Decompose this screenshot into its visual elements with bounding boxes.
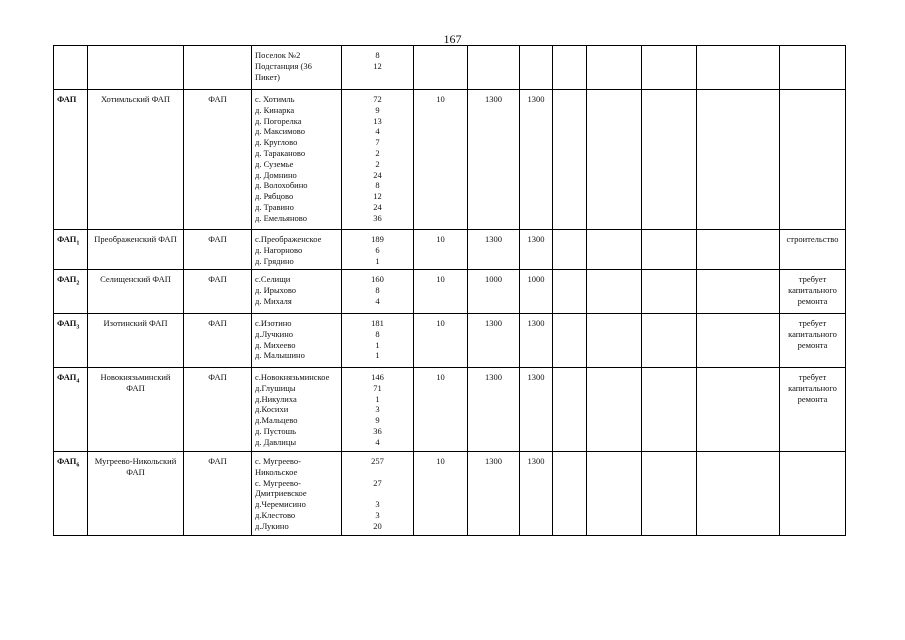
settlement-name: д. Домнино: [255, 169, 297, 180]
empty-cell: [697, 46, 780, 90]
settlement-name: д.Лукино: [255, 520, 289, 531]
settlement-name: д. Кинарка: [255, 104, 295, 115]
population-value: 8: [375, 328, 380, 339]
settlement-name: с.Изотино: [255, 318, 292, 328]
settlement-name: д. Малышино: [255, 350, 305, 361]
settlement-name: д. Грядино: [255, 255, 294, 266]
numeric-cell-c5: 10: [414, 368, 468, 452]
facility-code-index: 2: [76, 280, 80, 287]
facility-code: ФАП: [57, 274, 77, 284]
population-value: 160: [371, 274, 384, 284]
population-cell: [342, 368, 414, 452]
facility-code-index: 1: [76, 240, 80, 247]
settlement-name: д.Никулиха: [255, 393, 297, 404]
settlement-name: д.Черемисино: [255, 499, 306, 510]
population-value: 4: [375, 436, 380, 447]
facility-code-cell: [54, 452, 88, 536]
settlement-name: Поселок №2: [255, 50, 301, 60]
empty-cell: [553, 368, 587, 452]
empty-cell: [553, 46, 587, 90]
table-row: [54, 46, 846, 90]
population-value: 8: [375, 180, 380, 191]
facility-code-cell: [54, 90, 88, 230]
settlement-name: с.Селищи: [255, 274, 291, 284]
table-row: [54, 230, 846, 270]
population-value: 7: [375, 137, 380, 148]
population-value: 1: [375, 255, 380, 266]
note-cell: [780, 46, 846, 90]
facility-type: ФАП: [184, 270, 252, 314]
empty-cell: [587, 452, 642, 536]
numeric-cell-c7: [520, 46, 553, 90]
facility-name: Хотимльский ФАП: [88, 90, 184, 230]
settlements-cell: [252, 270, 342, 314]
population-value: 24: [373, 169, 382, 180]
facility-type: [184, 46, 252, 90]
facility-type: ФАП: [184, 90, 252, 230]
population-cell: [342, 230, 414, 270]
population-value: 24: [373, 201, 382, 212]
facility-code: ФАП: [57, 318, 77, 328]
settlement-name: с. Мугреево-: [255, 477, 301, 488]
population-value: 36: [373, 425, 382, 436]
empty-cell: [697, 230, 780, 270]
population-value: 3: [375, 499, 380, 510]
empty-cell: [697, 368, 780, 452]
population-value: 146: [371, 372, 384, 382]
empty-cell: [697, 314, 780, 368]
population-value: 9: [375, 415, 380, 426]
facility-type: ФАП: [184, 452, 252, 536]
settlement-name: д. Тараканово: [255, 147, 306, 158]
population-cell: [342, 90, 414, 230]
facility-code-index: 3: [76, 324, 80, 331]
empty-cell: [587, 270, 642, 314]
table-row: [54, 368, 846, 452]
population-value: 20: [373, 520, 382, 531]
settlement-name: с.Новокнязьминское: [255, 372, 330, 382]
population-value: 257: [371, 456, 384, 466]
population-value: 2: [375, 147, 380, 158]
facility-name: Преображенский ФАП: [88, 230, 184, 270]
settlement-name: с. Хотимль: [255, 94, 295, 104]
settlement-name: Дмитриевское: [255, 488, 307, 499]
table-row: [54, 452, 846, 536]
population-value: 12: [373, 191, 382, 202]
settlement-name: д. Травино: [255, 201, 294, 212]
empty-cell: [642, 270, 697, 314]
note-cell: [780, 452, 846, 536]
settlement-name: д. Ирыхово: [255, 284, 297, 295]
empty-cell: [587, 368, 642, 452]
population-value: 2: [375, 158, 380, 169]
population-value: 13: [373, 115, 382, 126]
table-row: [54, 90, 846, 230]
settlement-name: д. Суземье: [255, 158, 294, 169]
population-value: 189: [371, 234, 384, 244]
numeric-cell-c6: 1300: [468, 90, 520, 230]
facilities-table: [53, 45, 846, 536]
population-value: 27: [373, 477, 382, 488]
facility-code-index: 4: [76, 378, 80, 385]
population-value: [345, 488, 410, 499]
numeric-cell-c7: 1300: [520, 90, 553, 230]
facility-type: ФАП: [184, 314, 252, 368]
facility-code-cell: [54, 368, 88, 452]
empty-cell: [642, 90, 697, 230]
settlement-name: д. Круглово: [255, 137, 298, 148]
settlement-name: д.Глушицы: [255, 382, 296, 393]
facility-code: ФАП: [57, 234, 77, 244]
population-value: 3: [375, 404, 380, 415]
settlement-name: д. Михаля: [255, 295, 292, 306]
empty-cell: [587, 90, 642, 230]
empty-cell: [553, 314, 587, 368]
facility-code-index: 6: [76, 462, 80, 469]
facility-name: Мугреево-Никольский ФАП: [88, 452, 184, 536]
facility-code: ФАП: [57, 456, 77, 466]
numeric-cell-c5: 10: [414, 314, 468, 368]
numeric-cell-c7: 1300: [520, 314, 553, 368]
settlement-name: д. Рябцово: [255, 191, 294, 202]
population-value: 8: [375, 50, 380, 60]
facility-name: Изотинский ФАП: [88, 314, 184, 368]
note-cell: строительство: [780, 230, 846, 270]
page-number: 167: [443, 32, 462, 46]
numeric-cell-c6: 1300: [468, 452, 520, 536]
population-value: 8: [375, 284, 380, 295]
empty-cell: [587, 314, 642, 368]
population-cell: [342, 270, 414, 314]
settlement-name: д.Мальцево: [255, 415, 298, 426]
settlement-name: д. Пустошь: [255, 425, 297, 436]
facility-code: ФАП: [57, 372, 77, 382]
population-value: 1: [375, 393, 380, 404]
population-value: [345, 72, 410, 83]
facility-code: ФАП: [57, 94, 77, 104]
population-value: [345, 467, 410, 478]
facility-name: Селищенский ФАП: [88, 270, 184, 314]
population-cell: [342, 452, 414, 536]
numeric-cell-c7: 1000: [520, 270, 553, 314]
settlement-name: Подстанция (36: [255, 60, 312, 71]
empty-cell: [697, 452, 780, 536]
empty-cell: [587, 46, 642, 90]
facility-type: ФАП: [184, 368, 252, 452]
numeric-cell-c6: 1000: [468, 270, 520, 314]
numeric-cell-c6: 1300: [468, 230, 520, 270]
numeric-cell-c5: 10: [414, 270, 468, 314]
population-cell: [342, 314, 414, 368]
note-cell: требует капитального ремонта: [780, 270, 846, 314]
facility-code-cell: [54, 46, 88, 90]
population-value: 36: [373, 212, 382, 223]
numeric-cell-c5: 10: [414, 90, 468, 230]
population-value: 1: [375, 350, 380, 361]
settlements-cell: [252, 452, 342, 536]
population-value: 71: [373, 382, 382, 393]
settlement-name: д. Михеево: [255, 339, 296, 350]
population-value: 1: [375, 339, 380, 350]
settlement-name: д. Емельяново: [255, 212, 307, 223]
empty-cell: [553, 452, 587, 536]
facility-type: ФАП: [184, 230, 252, 270]
facility-name: Новокнязьминский ФАП: [88, 368, 184, 452]
numeric-cell-c6: 1300: [468, 368, 520, 452]
empty-cell: [553, 90, 587, 230]
settlement-name: д. Волохобино: [255, 180, 308, 191]
population-cell: [342, 46, 414, 90]
numeric-cell-c6: [468, 46, 520, 90]
settlement-name: д. Нагорново: [255, 244, 303, 255]
settlements-cell: [252, 230, 342, 270]
facility-code-cell: [54, 270, 88, 314]
empty-cell: [697, 270, 780, 314]
settlement-name: д.Лучкино: [255, 328, 294, 339]
settlement-name: д.Косихи: [255, 404, 289, 415]
numeric-cell-c7: 1300: [520, 368, 553, 452]
empty-cell: [553, 270, 587, 314]
settlement-name: Пикет): [255, 71, 280, 82]
settlement-name: с.Преображенское: [255, 234, 322, 244]
note-cell: требует капитального ремонта: [780, 314, 846, 368]
empty-cell: [642, 314, 697, 368]
population-value: 4: [375, 295, 380, 306]
settlement-name: с. Мугреево-: [255, 456, 301, 466]
settlement-name: д. Погорелка: [255, 115, 302, 126]
population-value: 72: [373, 94, 382, 104]
facility-code-cell: [54, 230, 88, 270]
population-value: 12: [373, 60, 382, 71]
empty-cell: [642, 368, 697, 452]
empty-cell: [642, 46, 697, 90]
numeric-cell-c6: 1300: [468, 314, 520, 368]
empty-cell: [697, 90, 780, 230]
settlements-cell: [252, 90, 342, 230]
settlement-name: д.Клестово: [255, 509, 296, 520]
population-value: 9: [375, 104, 380, 115]
settlements-cell: [252, 368, 342, 452]
facility-name: [88, 46, 184, 90]
settlements-cell: [252, 314, 342, 368]
population-value: 181: [371, 318, 384, 328]
empty-cell: [642, 452, 697, 536]
population-value: 3: [375, 509, 380, 520]
settlement-name: д. Максимово: [255, 126, 305, 137]
numeric-cell-c5: 10: [414, 452, 468, 536]
settlement-name: Никольское: [255, 466, 298, 477]
settlements-cell: [252, 46, 342, 90]
note-cell: требует капитального ремонта: [780, 368, 846, 452]
empty-cell: [587, 230, 642, 270]
empty-cell: [553, 230, 587, 270]
empty-cell: [642, 230, 697, 270]
table-row: [54, 314, 846, 368]
population-value: 6: [375, 244, 380, 255]
table-row: [54, 270, 846, 314]
note-cell: [780, 90, 846, 230]
settlement-name: д. Давлицы: [255, 436, 297, 447]
numeric-cell-c5: [414, 46, 468, 90]
numeric-cell-c7: 1300: [520, 452, 553, 536]
numeric-cell-c7: 1300: [520, 230, 553, 270]
numeric-cell-c5: 10: [414, 230, 468, 270]
facility-code-cell: [54, 314, 88, 368]
population-value: 4: [375, 126, 380, 137]
